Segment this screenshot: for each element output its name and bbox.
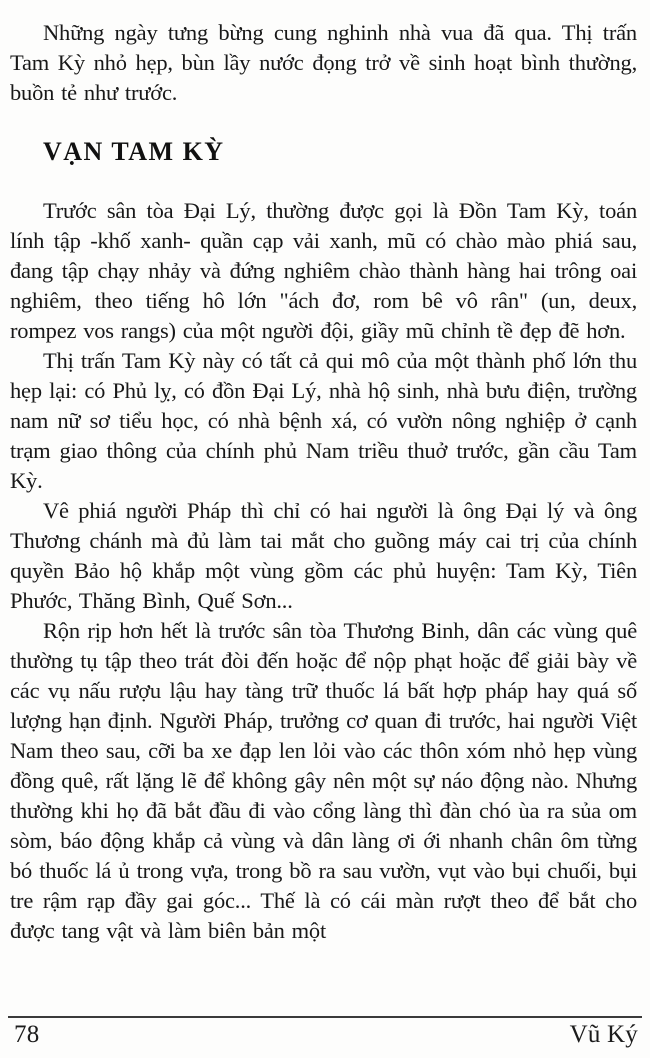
section-heading: VẠN TAM KỲ bbox=[43, 137, 225, 166]
body-paragraph-4: Rộn rịp hơn hết là trước sân tòa Thương Binh, dân các vùng quê thường tụ tập theo trát đòi đến hoặc để nộp phạt hoặc để giải bày về các vụ nấu rượu lậu hay tàng trữ thuốc lá bất hợp pháp hay quá số lượng hạn định. Người Pháp, trưởng cơ quan đi trước, hai người Việt Nam theo sau, cỡi ba xe đạp len lỏi vào các thôn xóm nhỏ hẹp vùng đồng quê, rất lặng lẽ để không gây nên một sự náo động nào. Nhưng thường khi họ đã bắt đầu đi vào cổng làng thì đàn chó ùa ra sủa om sòm, báo động khắp cả vùng và dân làng ơi ới nhanh chân ôm từng bó thuốc lá ủ trong vựa, trong bồ ra sau vườn, vụt vào bụi chuối, bụi tre rậm rạp đầy gai góc... Thế là có cái màn rượt theo để bắt cho được tang vật và làm biên bản một bbox=[10, 618, 637, 943]
author-name: Vũ Ký bbox=[569, 1021, 638, 1048]
body-paragraph-3: Vê phiá người Pháp thì chỉ có hai người là ông Đại lý và ông Thương chánh mà đủ làm tai mắt cho guồng máy cai trị của chính quyền Bảo hộ khắp một vùng gồm các phủ huyện: Tam Kỳ, Tiên Phước, Thăng Bình, Quế Sơn... bbox=[10, 498, 637, 613]
page-number: 78 bbox=[14, 1021, 40, 1048]
body-paragraph-2: Thị trấn Tam Kỳ này có tất cả qui mô của một thành phố lớn thu hẹp lại: có Phủ lỵ, có đồn Đại Lý, nhà hộ sinh, nhà bưu điện, trường nam nữ sơ tiểu học, có nhà bệnh xá, có vườn nông nghiệp ở cạnh trạm giao thông của chính phủ Nam triều thuở trước, gần cầu Tam Kỳ. bbox=[10, 348, 637, 493]
text-block bbox=[10, 18, 637, 946]
intro-paragraph: Những ngày tưng bừng cung nghinh nhà vua đã qua. Thị trấn Tam Kỳ nhỏ hẹp, bùn lầy nước đọng trở về sinh hoạt bình thường, buồn tẻ như trước. bbox=[10, 20, 637, 105]
footer-row bbox=[8, 1018, 642, 1049]
page-footer bbox=[8, 1016, 642, 1049]
body-paragraph-1: Trước sân tòa Đại Lý, thường được gọi là Đồn Tam Kỳ, toán lính tập -khố xanh- quần cạp vải xanh, mũ có chào mào phiá sau, đang tập chạy nhảy và đứng nghiêm chào thành hàng hai trông oai nghiêm, theo tiếng hô lớn "ách đơ, rom bê vô rân" (un, deux, rompez vos rangs) của một người đội, giầy mũ chỉnh tề đẹp đẽ hơn. bbox=[10, 198, 637, 343]
